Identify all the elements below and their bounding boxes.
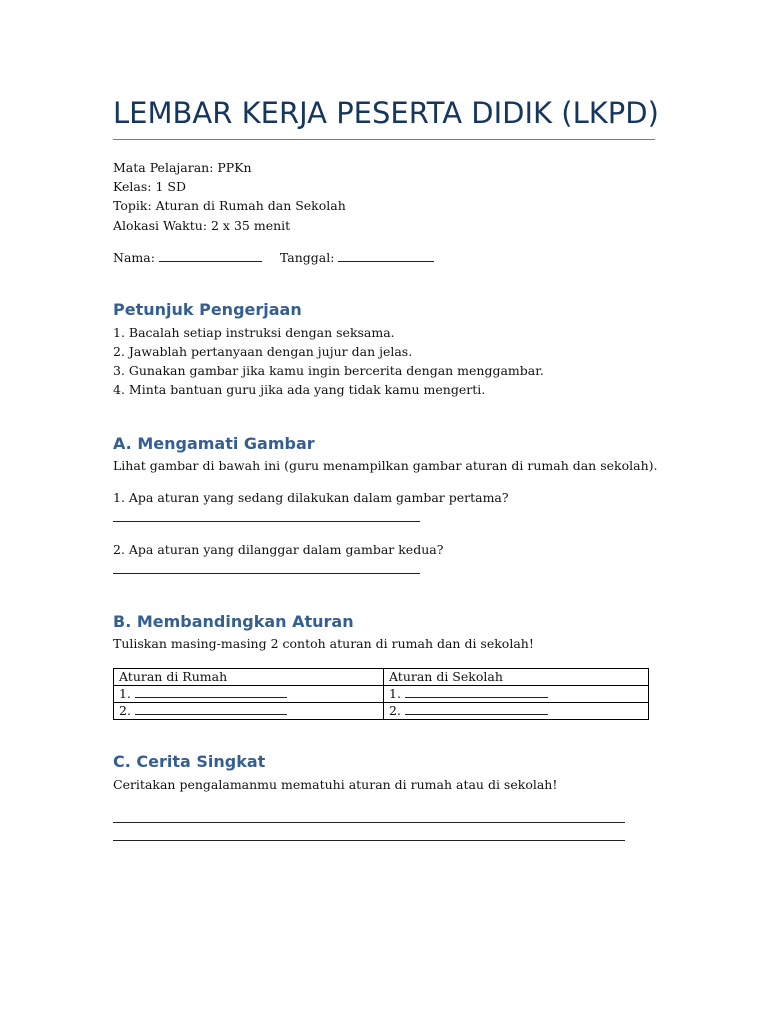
table-row bbox=[114, 686, 649, 703]
question-1: 1. Apa aturan yang sedang dilakukan dalam gambar pertama? bbox=[113, 490, 509, 505]
table-row bbox=[114, 703, 649, 720]
time-line: Alokasi Waktu: 2 x 35 menit bbox=[113, 218, 291, 233]
instructions-heading: Petunjuk Pengerjaan bbox=[113, 300, 302, 319]
answer-line-1[interactable] bbox=[113, 521, 420, 522]
page-title: LEMBAR KERJA PESERTA DIDIK (LKPD) bbox=[113, 96, 659, 130]
section-c-intro: Ceritakan pengalamanmu mematuhi aturan di rumah atau di sekolah! bbox=[113, 777, 558, 792]
table-header-home: Aturan di Rumah bbox=[114, 669, 384, 686]
rules-table bbox=[113, 668, 649, 720]
section-b-intro: Tuliskan masing-masing 2 contoh aturan di rumah dan di sekolah! bbox=[113, 636, 534, 651]
section-b-heading: B. Membandingkan Aturan bbox=[113, 612, 354, 631]
date-field[interactable] bbox=[338, 250, 434, 262]
table-header-row bbox=[114, 669, 649, 686]
table-header-school: Aturan di Sekolah bbox=[384, 669, 649, 686]
table-cell[interactable]: 2. bbox=[114, 703, 384, 720]
title-divider bbox=[113, 139, 655, 140]
answer-line-2[interactable] bbox=[113, 573, 420, 574]
subject-line: Mata Pelajaran: PPKn bbox=[113, 160, 252, 175]
name-field[interactable] bbox=[159, 250, 262, 262]
table-cell[interactable]: 2. bbox=[384, 703, 649, 720]
story-line-2[interactable] bbox=[113, 840, 625, 841]
table-cell[interactable]: 1. bbox=[384, 686, 649, 703]
question-2: 2. Apa aturan yang dilanggar dalam gambar kedua? bbox=[113, 542, 444, 557]
story-line-1[interactable] bbox=[113, 822, 625, 823]
name-date-line bbox=[113, 250, 434, 266]
instruction-item: 4. Minta bantuan guru jika ada yang tidak kamu mengerti. bbox=[113, 382, 486, 397]
class-line: Kelas: 1 SD bbox=[113, 179, 186, 194]
table-cell[interactable]: 1. bbox=[114, 686, 384, 703]
instruction-item: 2. Jawablah pertanyaan dengan jujur dan jelas. bbox=[113, 344, 413, 359]
section-c-heading: C. Cerita Singkat bbox=[113, 752, 266, 771]
topic-line: Topik: Aturan di Rumah dan Sekolah bbox=[113, 198, 346, 213]
name-label: Nama: bbox=[113, 250, 155, 265]
section-a-heading: A. Mengamati Gambar bbox=[113, 434, 315, 453]
instruction-item: 1. Bacalah setiap instruksi dengan seksama. bbox=[113, 325, 395, 340]
section-a-intro: Lihat gambar di bawah ini (guru menampilkan gambar aturan di rumah dan sekolah). bbox=[113, 458, 658, 473]
date-label: Tanggal: bbox=[279, 250, 335, 265]
instruction-item: 3. Gunakan gambar jika kamu ingin bercerita dengan menggambar. bbox=[113, 363, 544, 378]
